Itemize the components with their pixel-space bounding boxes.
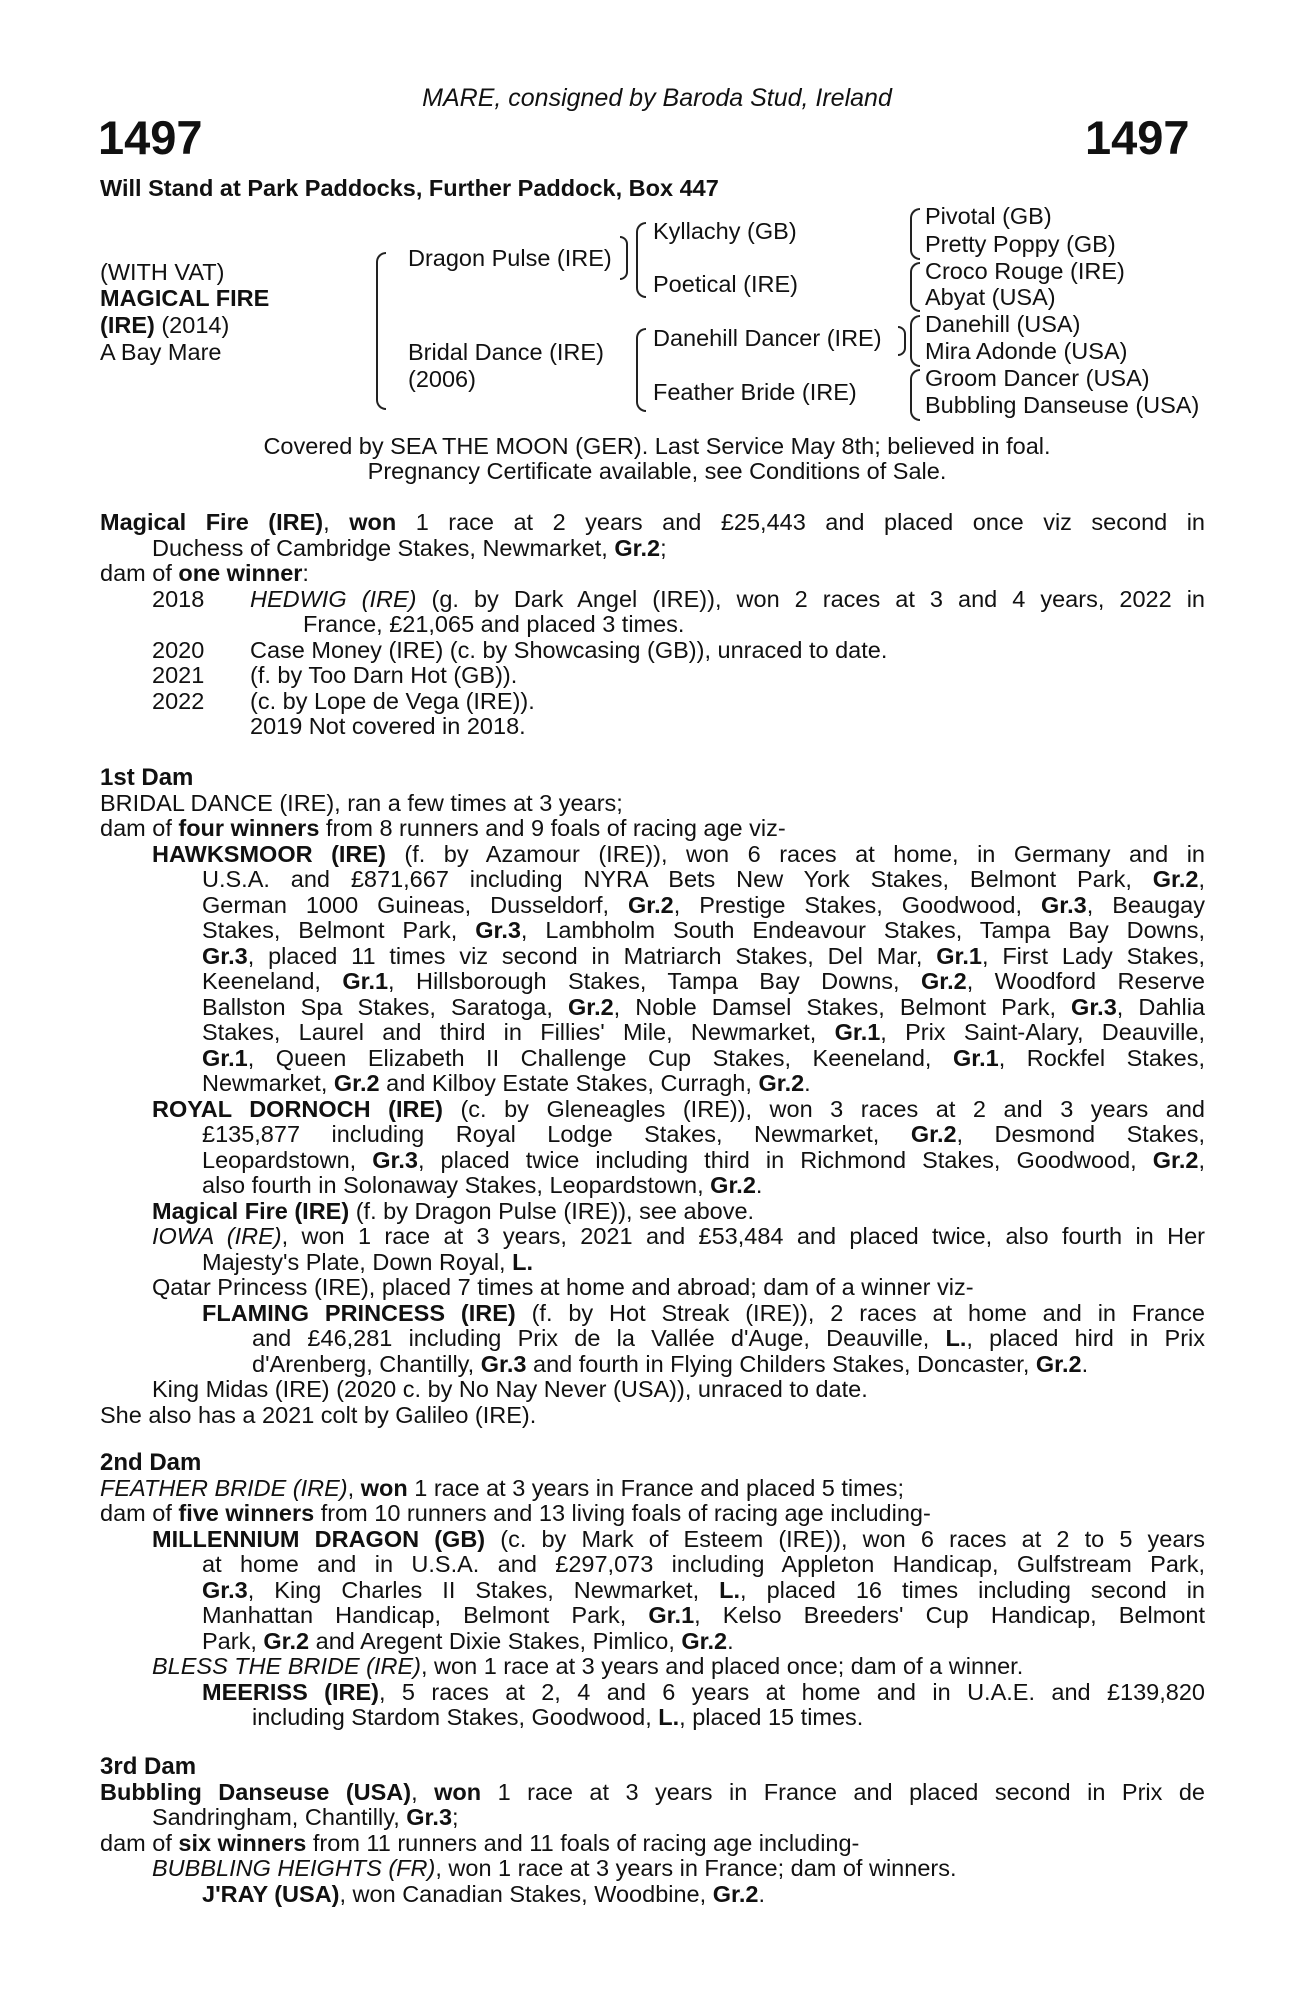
- text-line: [100, 995, 1205, 1021]
- text: , Prix Saint-Alary, Deauville,: [880, 1019, 1205, 1045]
- text: Keeneland,: [202, 968, 343, 994]
- text: , placed 16 times including second in: [740, 1576, 1205, 1603]
- horse-description: A Bay Mare: [100, 339, 222, 365]
- brace-sire-right: [620, 236, 628, 280]
- grade: Gr.2: [628, 891, 674, 918]
- grade: Gr.2: [712, 1880, 759, 1907]
- grade: L.: [945, 1325, 967, 1351]
- grade: Gr.1: [648, 1602, 695, 1628]
- text: (c. by Mark of Esteem (IRE)), won 6 races at 2 to 5 years: [485, 1525, 1205, 1552]
- foal-name: HEDWIG (IRE): [250, 585, 417, 612]
- sire-sire: Kyllachy (GB): [653, 218, 797, 244]
- text-line: [100, 1527, 1205, 1553]
- brace-gen3-4: [910, 369, 920, 421]
- text: , won 1 race at 3 years, 2021 and £53,484 and placed twice, also fourth in Her: [281, 1223, 1205, 1249]
- text: 1 race at 2 years and £25,443 and placed once viz second in: [396, 509, 1206, 535]
- sire-dam-dam: Abyat (USA): [925, 284, 1056, 310]
- text: one winner: [178, 560, 303, 586]
- section-heading: 1st Dam: [100, 764, 194, 791]
- text: ,: [1198, 1146, 1205, 1173]
- text: ,: [411, 1778, 435, 1805]
- brace-gen2-sire: [636, 222, 646, 298]
- third-dam-section: [100, 1754, 1205, 1907]
- text-line: [100, 1831, 1205, 1857]
- text: Stakes, Belmont Park,: [202, 917, 476, 943]
- text: and Aregent Dixie Stakes, Pimlico,: [309, 1627, 682, 1654]
- text: from 11 runners and 11 foals of racing age including-: [306, 1829, 860, 1856]
- sire-sire-dam: Pretty Poppy (GB): [925, 231, 1116, 257]
- grade: Gr.1: [342, 968, 389, 994]
- foal-row: [100, 612, 1205, 638]
- text: d'Arenberg, Chantilly,: [252, 1350, 481, 1377]
- grade: L.: [512, 1248, 533, 1275]
- text-line: [100, 944, 1205, 970]
- text-line: [100, 1097, 1205, 1123]
- text: , placed 15 times.: [679, 1704, 864, 1730]
- section-heading: 2nd Dam: [100, 1449, 202, 1476]
- text: .: [727, 1627, 734, 1654]
- text: German 1000 Guineas, Dusseldorf,: [202, 891, 628, 918]
- text: Majesty's Plate, Down Royal,: [202, 1248, 513, 1275]
- grade: Gr.2: [710, 1172, 756, 1198]
- brace-gen3-3: [910, 315, 920, 367]
- grade: Gr.2: [567, 993, 614, 1020]
- text: and Kilboy Estate Stakes, Curragh,: [379, 1070, 759, 1096]
- text: six winners: [178, 1829, 307, 1856]
- text-line: [100, 1882, 1205, 1908]
- horse-name: ROYAL DORNOCH (IRE): [152, 1095, 443, 1122]
- intro-line-2: [100, 536, 1205, 562]
- text: , Kelso Breeders' Cup Handicap, Belmont: [694, 1602, 1206, 1628]
- horse-name: MEERISS (IRE): [202, 1678, 379, 1705]
- dam-sire-sire: Danehill (USA): [925, 311, 1081, 337]
- foal-row: [100, 689, 1205, 715]
- text: 1 race at 3 years in France and placed 5 times;: [407, 1474, 905, 1501]
- text-line: [100, 1578, 1205, 1604]
- grade: Gr.2: [1152, 1146, 1199, 1173]
- consignor-line: MARE, consigned by Baroda Stud, Ireland: [422, 84, 892, 112]
- text: U.S.A. and £871,667 including NYRA Bets New York Stakes, Belmont Park,: [202, 866, 1153, 892]
- horse-name: Bubbling Danseuse (USA): [100, 1778, 412, 1805]
- foal-detail: 2019 Not covered in 2018.: [250, 713, 526, 739]
- lot-number-right: 1497: [1085, 111, 1190, 164]
- text: won: [349, 509, 397, 535]
- text-line: [100, 1680, 1205, 1706]
- foal-detail: (g. by Dark Angel (IRE)), won 2 races at 3 and 4 years, 2022 in: [416, 585, 1205, 612]
- text-line: She also has a 2021 colt by Galileo (IRE).: [100, 1401, 537, 1428]
- sire-sire-sire: Pivotal (GB): [925, 203, 1052, 229]
- horse-name: BLESS THE BRIDE (IRE): [152, 1653, 421, 1679]
- text: from 8 runners and 9 foals of racing age viz-: [319, 815, 786, 841]
- brace-damsire-right: [898, 326, 906, 356]
- grade: Gr.3: [1040, 891, 1087, 918]
- foal-row: [100, 663, 1205, 689]
- text: dam of: [100, 560, 179, 586]
- sire-dam-sire: Croco Rouge (IRE): [925, 258, 1125, 284]
- text-line: at home and in U.S.A. and £297,073 including Appleton Handicap, Gulfstream Park,: [202, 1551, 1205, 1577]
- text: and £46,281 including Prix de la Vallée d'Auge, Deauville,: [252, 1325, 946, 1351]
- grade: Gr.3: [406, 1804, 453, 1830]
- grade: Gr.2: [920, 968, 967, 994]
- text: , Beaugay: [1086, 891, 1205, 918]
- grade: L.: [658, 1704, 680, 1730]
- grade: Gr.1: [952, 1044, 999, 1071]
- dam-sire: Danehill Dancer (IRE): [653, 325, 882, 351]
- foal-year: 2022: [152, 687, 205, 714]
- text-line: [100, 918, 1205, 944]
- text: , 5 races at 2, 4 and 6 years at home and in U.A.E. and £139,820: [379, 1678, 1205, 1705]
- text: Stakes, Laurel and third in Fillies' Mile, Newmarket,: [202, 1019, 835, 1045]
- text: ;: [660, 534, 667, 561]
- brace-gen3-1: [910, 208, 920, 260]
- text-line: [100, 1856, 1205, 1882]
- text: , Prestige Stakes, Goodwood,: [673, 891, 1041, 918]
- stand-location: Will Stand at Park Paddocks, Further Paddock, Box 447: [100, 175, 719, 201]
- text-line: [100, 1654, 1205, 1680]
- grade: Gr.2: [681, 1627, 728, 1654]
- brace-gen1: [376, 252, 386, 410]
- text: .: [755, 1172, 763, 1198]
- text: Park,: [202, 1627, 264, 1654]
- text: and fourth in Flying Childers Stakes, Doncaster,: [526, 1350, 1036, 1377]
- dam-sire-dam: Mira Adonde (USA): [925, 338, 1128, 364]
- foal-row: [100, 638, 1205, 664]
- grade: Gr.1: [202, 1044, 248, 1071]
- text: Leopardstown,: [202, 1146, 373, 1173]
- foal-row: [100, 714, 1205, 740]
- text: dam of: [100, 1829, 179, 1856]
- text: (f. by Azamour (IRE)), won 6 races at home, in Germany and in: [385, 840, 1205, 867]
- horse-vat: (WITH VAT): [100, 259, 225, 285]
- text: .: [1081, 1350, 1089, 1377]
- horse-name: BUBBLING HEIGHTS (FR): [152, 1855, 436, 1881]
- text: , King Charles II Stakes, Newmarket,: [247, 1576, 720, 1603]
- grade: Gr.1: [834, 1019, 881, 1045]
- grade: Gr.3: [202, 1576, 248, 1603]
- text: ,: [323, 509, 350, 535]
- mare-name: Magical Fire (IRE): [100, 509, 324, 535]
- text-line: [100, 1805, 1205, 1831]
- sire: Dragon Pulse (IRE): [408, 245, 612, 271]
- horse-name: Magical Fire (IRE): [152, 1197, 350, 1224]
- text-line: [100, 867, 1205, 893]
- text: Newmarket,: [202, 1070, 334, 1096]
- brace-gen2-dam: [636, 328, 646, 412]
- text-line: [100, 1224, 1205, 1250]
- grade: Gr.3: [372, 1146, 418, 1173]
- foal-year: 2020: [152, 636, 205, 663]
- dam: Bridal Dance (IRE): [408, 339, 604, 365]
- first-dam-section: [100, 765, 1205, 1428]
- horse-name: FLAMING PRINCESS (IRE): [202, 1299, 516, 1326]
- foal-detail: (f. by Too Darn Hot (GB)).: [250, 662, 518, 688]
- text: , Noble Damsel Stakes, Belmont Park,: [613, 993, 1072, 1020]
- brace-gen3-2: [910, 262, 920, 312]
- text: £135,877 including Royal Lodge Stakes, Newmarket,: [202, 1121, 911, 1147]
- horse-name-line2: [100, 313, 229, 339]
- horse-country: (IRE): [100, 312, 155, 338]
- grade: Gr.2: [1035, 1350, 1082, 1377]
- text-line: [100, 1501, 1205, 1527]
- foal-detail: France, £21,065 and placed 3 times.: [303, 611, 685, 637]
- text-line: [100, 1071, 1205, 1097]
- text: .: [758, 1880, 765, 1907]
- dam-dam-dam: Bubbling Danseuse (USA): [925, 392, 1200, 418]
- section-heading: 3rd Dam: [100, 1753, 197, 1780]
- text: Ballston Spa Stakes, Saratoga,: [202, 993, 568, 1020]
- text: , placed 11 times viz second in Matriarch Stakes, Del Mar,: [247, 942, 937, 969]
- text: ,: [1198, 866, 1205, 892]
- grade: Gr.2: [333, 1070, 380, 1096]
- text-line: [100, 842, 1205, 868]
- text-line: [100, 969, 1205, 995]
- foal-detail: Case Money (IRE) (c. by Showcasing (GB)), unraced to date.: [250, 636, 888, 663]
- text-line: King Midas (IRE) (2020 c. by No Nay Never (USA)), unraced to date.: [152, 1376, 868, 1402]
- text: , placed twice including third in Richmond Stakes, Goodwood,: [417, 1146, 1153, 1173]
- text-line: [100, 1122, 1205, 1148]
- text-line: [100, 1148, 1205, 1174]
- horse-name: MILLENNIUM DRAGON (GB): [152, 1525, 486, 1552]
- text: , Lambholm South Endeavour Stakes, Tampa Bay Downs,: [520, 917, 1205, 943]
- grade: Gr.3: [480, 1350, 527, 1377]
- text: , Desmond Stakes,: [956, 1121, 1205, 1147]
- foal-year: 2021: [152, 662, 205, 688]
- text: five winners: [178, 1500, 315, 1526]
- text: , placed hird in Prix: [966, 1325, 1205, 1351]
- text: , Hillsborough Stakes, Tampa Bay Downs,: [388, 968, 921, 994]
- text: (f. by Dragon Pulse (IRE)), see above.: [349, 1197, 755, 1224]
- grade: Gr.3: [475, 917, 521, 943]
- text-line: [100, 1046, 1205, 1072]
- text-line: [100, 1603, 1205, 1629]
- horse-name: MAGICAL FIRE: [100, 285, 270, 311]
- foal-row: [100, 587, 1205, 613]
- text: won: [434, 1778, 482, 1805]
- grade: Gr.2: [910, 1121, 957, 1147]
- intro-line-1: [100, 510, 1205, 536]
- grade: Gr.2: [263, 1627, 310, 1654]
- horse-name: IOWA (IRE): [152, 1223, 282, 1249]
- horse-name: J'RAY (USA): [202, 1880, 340, 1907]
- grade: Gr.2: [614, 534, 661, 561]
- text-line: [100, 1173, 1205, 1199]
- covered-line-2: Pregnancy Certificate available, see Conditions of Sale.: [367, 458, 947, 484]
- text-line: [100, 1780, 1205, 1806]
- text: , First Lady Stakes,: [981, 942, 1205, 969]
- text: (c. by Gleneagles (IRE)), won 3 races at 2 and 3 years and: [442, 1095, 1205, 1122]
- foal-detail: (c. by Lope de Vega (IRE)).: [250, 687, 535, 714]
- dam-dam-sire: Groom Dancer (USA): [925, 365, 1150, 391]
- text-line: [100, 1476, 1205, 1502]
- text: , won 1 race at 3 years and placed once; dam of a winner.: [421, 1653, 1024, 1679]
- grade: Gr.2: [758, 1070, 805, 1096]
- text: dam of: [100, 1500, 179, 1526]
- text-line: BRIDAL DANCE (IRE), ran a few times at 3 years;: [100, 789, 623, 816]
- grade: Gr.3: [1071, 993, 1117, 1020]
- text-line: [100, 1250, 1205, 1276]
- grade: Gr.1: [936, 942, 982, 969]
- text: , Rockfel Stakes,: [998, 1044, 1205, 1071]
- grade: L.: [719, 1576, 741, 1603]
- text: , won Canadian Stakes, Woodbine,: [339, 1880, 713, 1907]
- text: :: [302, 560, 309, 586]
- text: dam of: [100, 815, 179, 841]
- text-line: [100, 1352, 1205, 1378]
- grade: Gr.3: [202, 942, 248, 969]
- text: four winners: [178, 815, 320, 841]
- text-line: [100, 893, 1205, 919]
- sire-dam: Poetical (IRE): [653, 271, 798, 297]
- text: , Queen Elizabeth II Challenge Cup Stakes, Keeneland,: [247, 1044, 953, 1071]
- text: Manhattan Handicap, Belmont Park,: [202, 1602, 649, 1628]
- text-line: [100, 1326, 1205, 1352]
- text: , Woodford Reserve: [966, 968, 1205, 994]
- text-line: [100, 1629, 1205, 1655]
- text: ,: [347, 1474, 361, 1501]
- horse-year: (2014): [161, 312, 230, 338]
- intro-line-3: [100, 561, 1205, 587]
- text: ;: [452, 1804, 459, 1830]
- text: including Stardom Stakes, Goodwood,: [252, 1704, 659, 1730]
- text-line: [100, 1705, 1205, 1731]
- text: (f. by Hot Streak (IRE)), 2 races at home and in France: [515, 1299, 1206, 1326]
- text-line: [100, 1020, 1205, 1046]
- text: also fourth in Solonaway Stakes, Leopardstown,: [202, 1172, 711, 1198]
- text: 1 race at 3 years in France and placed second in Prix de: [481, 1778, 1205, 1805]
- text-line: [100, 1301, 1205, 1327]
- foal-year: 2018: [152, 585, 205, 612]
- dam-dam: Feather Bride (IRE): [653, 379, 857, 405]
- text-line: [100, 1199, 1205, 1225]
- intro-section: [100, 510, 1205, 740]
- grade: Gr.2: [1152, 866, 1199, 892]
- text-line: Qatar Princess (IRE), placed 7 times at home and abroad; dam of a winner viz-: [152, 1274, 974, 1300]
- text: Sandringham, Chantilly,: [152, 1804, 407, 1830]
- horse-name: HAWKSMOOR (IRE): [152, 840, 386, 867]
- horse-name: FEATHER BRIDE (IRE): [100, 1474, 348, 1501]
- text: won: [360, 1474, 408, 1501]
- text: , won 1 race at 3 years in France; dam of winners.: [435, 1855, 957, 1881]
- text: , Dahlia: [1116, 993, 1205, 1020]
- second-dam-section: [100, 1450, 1205, 1731]
- text-line: [100, 816, 1205, 842]
- dam-year: (2006): [408, 366, 476, 392]
- lot-number-left: 1497: [98, 111, 203, 164]
- text: Duchess of Cambridge Stakes, Newmarket,: [152, 534, 615, 561]
- text: .: [804, 1070, 811, 1096]
- covered-line-1: Covered by SEA THE MOON (GER). Last Service May 8th; believed in foal.: [263, 433, 1051, 459]
- text: from 10 runners and 13 living foals of racing age including-: [314, 1500, 931, 1526]
